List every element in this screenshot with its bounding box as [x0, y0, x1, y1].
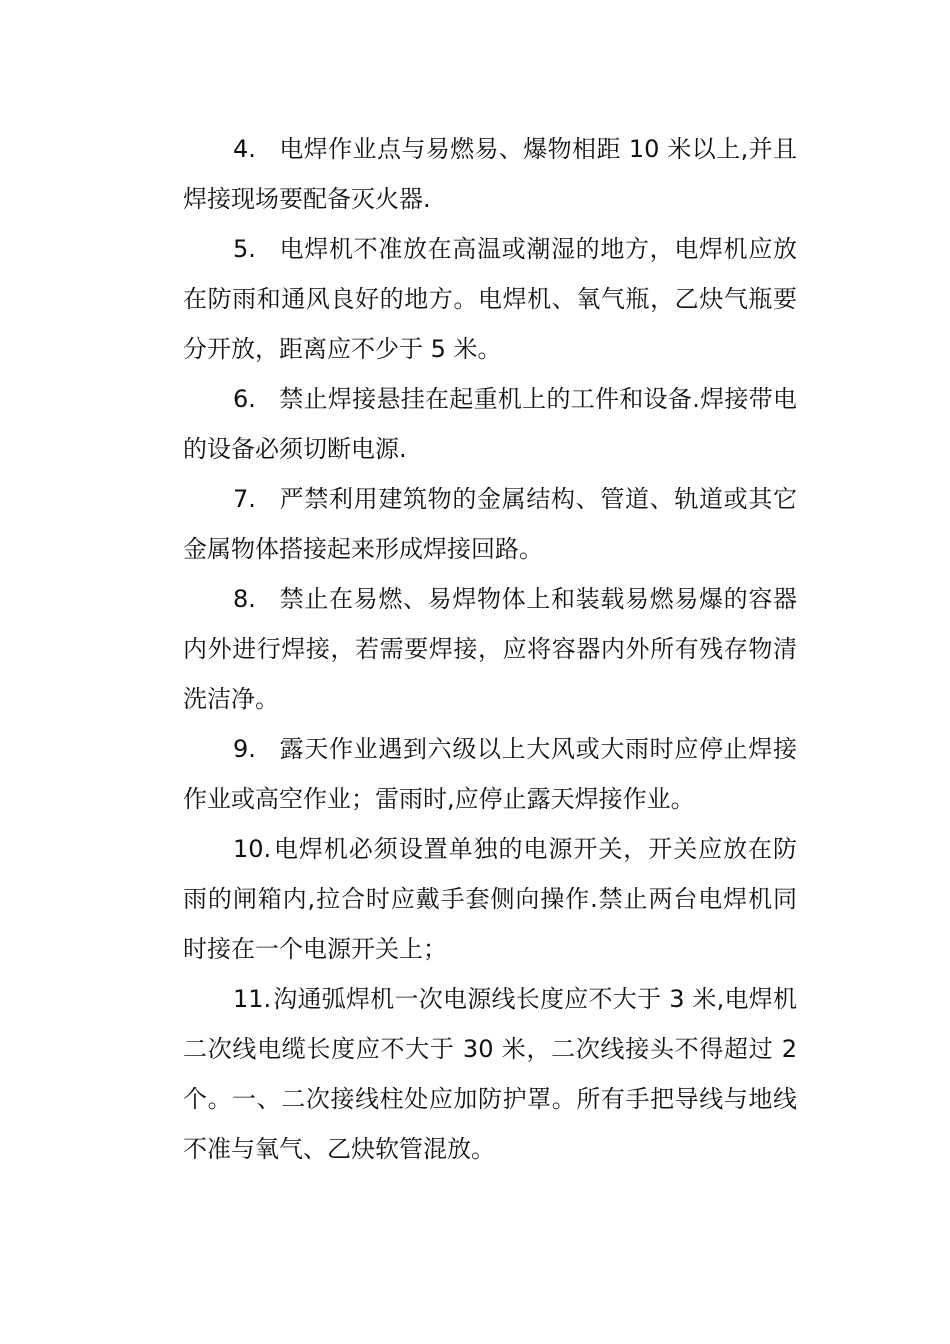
item-text: 电焊机不准放在高温或潮湿的地方，电焊机应放在防雨和通风良好的地方。电焊机、氧气瓶，乙炔气瓶要分开放，距离应不少于 5 米。 [183, 235, 797, 363]
item-text: 电焊作业点与易燃易、爆物相距 10 米以上,并且焊接现场要配备灭火器. [183, 135, 797, 213]
list-item [183, 974, 797, 1174]
item-number: 10. [233, 835, 272, 863]
list-item [183, 724, 797, 824]
document-body [183, 124, 797, 1174]
item-number: 11. [233, 985, 272, 1013]
item-text: 严禁利用建筑物的金属结构、管道、轨道或其它金属物体搭接起来形成焊接回路。 [183, 485, 797, 563]
item-number: 8. [233, 585, 256, 613]
item-text: 露天作业遇到六级以上大风或大雨时应停止焊接作业或高空作业；雷雨时,应停止露天焊接作业。 [183, 735, 797, 813]
list-item [183, 574, 797, 724]
item-number: 5. [233, 235, 256, 263]
list-item [183, 224, 797, 374]
item-number: 9. [233, 735, 256, 763]
item-number: 4. [233, 135, 256, 163]
list-item [183, 124, 797, 224]
list-item [183, 374, 797, 474]
item-number: 6. [233, 385, 256, 413]
item-text: 禁止焊接悬挂在起重机上的工件和设备.焊接带电的设备必须切断电源. [183, 385, 797, 463]
item-text: 电焊机必须设置单独的电源开关，开关应放在防雨的闸箱内,拉合时应戴手套侧向操作.禁止两台电焊机同时接在一个电源开关上； [183, 835, 797, 963]
list-item [183, 824, 797, 974]
item-text: 沟通弧焊机一次电源线长度应不大于 3 米,电焊机二次线电缆长度应不大于 30 米，二次线接头不得超过 2 个。一、二次接线柱处应加防护罩。所有手把导线与地线不准与氧气、乙炔软管混放。 [183, 985, 797, 1163]
item-text: 禁止在易燃、易焊物体上和装载易燃易爆的容器内外进行焊接，若需要焊接，应将容器内外所有残存物清洗洁净。 [183, 585, 797, 713]
item-number: 7. [233, 485, 256, 513]
list-item [183, 474, 797, 574]
